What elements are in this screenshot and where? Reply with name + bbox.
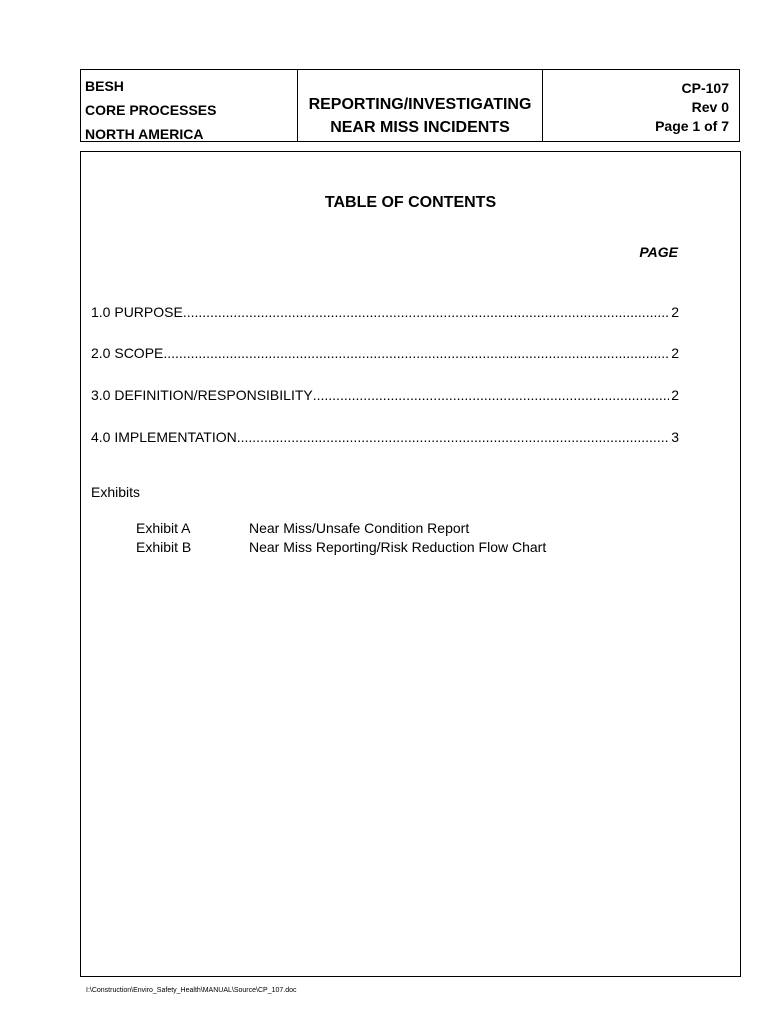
toc-entry-page: 2: [671, 304, 679, 320]
toc-entry-page: 2: [671, 387, 679, 403]
toc-entry-page: 3: [671, 429, 679, 445]
header-org-line: CORE PROCESSES: [85, 102, 217, 118]
toc-leader-dots: [313, 387, 669, 403]
content-frame: [80, 151, 741, 977]
exhibit-item: [136, 539, 546, 555]
document-header: [80, 69, 740, 142]
toc-page-column-label: PAGE: [639, 244, 678, 260]
header-org-line: NORTH AMERICA: [85, 126, 204, 142]
header-document-info: [543, 70, 739, 141]
toc-entry: [91, 387, 679, 403]
toc-entry-label: 1.0 PURPOSE: [91, 304, 183, 320]
exhibit-item: [136, 520, 469, 536]
toc-entry-label: 3.0 DEFINITION/RESPONSIBILITY: [91, 387, 313, 403]
toc-entry: [91, 304, 679, 320]
header-title-line: NEAR MISS INCIDENTS: [330, 119, 510, 136]
exhibit-title: Near Miss/Unsafe Condition Report: [249, 520, 470, 536]
toc-entry-label: 2.0 SCOPE: [91, 345, 164, 361]
doc-id: CP-107: [681, 80, 729, 96]
toc-entry: [91, 345, 679, 361]
exhibit-id: Exhibit A: [136, 520, 191, 536]
toc-leader-dots: [237, 429, 669, 445]
doc-page-info: Page 1 of 7: [655, 118, 729, 134]
toc-entry-label: 4.0 IMPLEMENTATION: [91, 429, 237, 445]
exhibits-heading: Exhibits: [91, 484, 141, 500]
exhibit-id: Exhibit B: [136, 539, 192, 555]
header-title-line: REPORTING/INVESTIGATING: [308, 96, 532, 113]
toc-entry-page: 2: [671, 345, 679, 361]
toc-leader-dots: [183, 304, 669, 320]
header-org-line: BESH: [85, 78, 124, 94]
footer-file-path: I:\Construction\Enviro_Safety_Health\MANUAL\Source\CP_107.doc: [86, 987, 297, 994]
exhibit-title: Near Miss Reporting/Risk Reduction Flow Chart: [249, 539, 547, 555]
toc-leader-dots: [163, 345, 669, 361]
header-organization: [81, 70, 298, 141]
header-document-title: [298, 70, 543, 141]
toc-title: TABLE OF CONTENTS: [324, 194, 497, 211]
doc-revision: Rev 0: [691, 99, 729, 115]
toc-entry: [91, 429, 679, 445]
